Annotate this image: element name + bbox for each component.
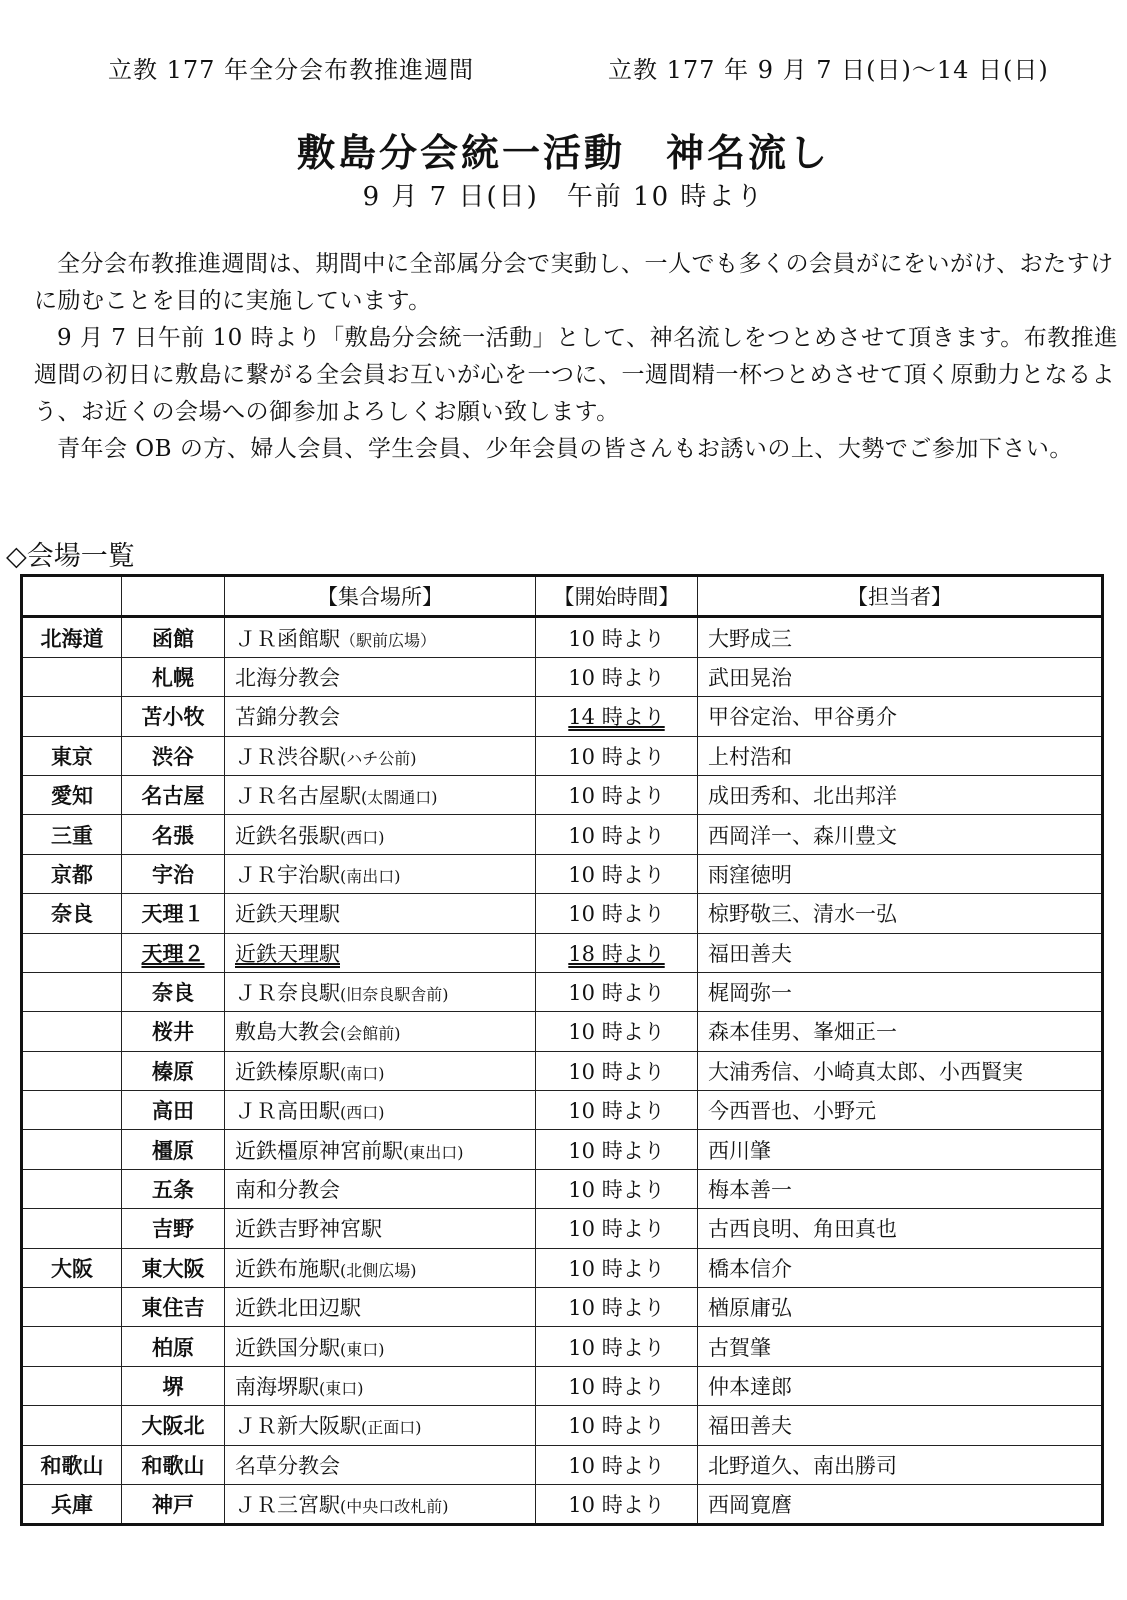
place-name: ＪＲ新大阪駅	[235, 1414, 361, 1439]
cell-staff: 西川肇	[698, 1130, 1103, 1169]
cell-start-time	[536, 1169, 698, 1208]
cell-staff: 雨窪徳明	[698, 854, 1103, 893]
cell-start-time	[536, 1091, 698, 1130]
start-time: 10 時より	[568, 1256, 665, 1281]
cell-prefecture: 兵庫	[22, 1484, 122, 1524]
cell-prefecture	[22, 1130, 122, 1169]
table-row	[22, 933, 1103, 972]
cell-prefecture: 大阪	[22, 1248, 122, 1287]
cell-staff: 西岡寛麿	[698, 1484, 1103, 1524]
branch-name: 東大阪	[141, 1256, 205, 1281]
place-name: ＪＲ高田駅	[235, 1099, 340, 1124]
header-meeting-place: 【集合場所】	[225, 576, 536, 617]
cell-meeting-place	[225, 1327, 536, 1366]
place-name: 名草分教会	[235, 1453, 340, 1478]
place-name: 近鉄橿原神宮前駅	[235, 1138, 403, 1163]
cell-meeting-place	[225, 617, 536, 657]
cell-branch	[122, 1366, 225, 1405]
cell-meeting-place	[225, 1012, 536, 1051]
cell-branch	[122, 657, 225, 696]
cell-start-time	[536, 815, 698, 854]
cell-start-time	[536, 1051, 698, 1090]
cell-meeting-place	[225, 854, 536, 893]
cell-branch	[122, 1130, 225, 1169]
cell-staff: 楢原庸弘	[698, 1288, 1103, 1327]
place-name: 苫錦分教会	[235, 705, 340, 730]
cell-branch	[122, 1445, 225, 1484]
cell-branch	[122, 1091, 225, 1130]
cell-meeting-place	[225, 1366, 536, 1405]
cell-prefecture	[22, 1406, 122, 1445]
table-row	[22, 1169, 1103, 1208]
place-note: (中央口改札前)	[340, 1497, 449, 1517]
cell-branch	[122, 736, 225, 775]
start-time: 10 時より	[568, 1217, 665, 1242]
table-row	[22, 1051, 1103, 1090]
place-note: (旧奈良駅舎前)	[340, 985, 449, 1005]
body-text	[34, 246, 1122, 468]
cell-start-time	[536, 1288, 698, 1327]
page-subtitle: 9 月 7 日(日) 午前 10 時より	[362, 182, 765, 212]
branch-name: 天理２	[141, 941, 205, 966]
start-time: 10 時より	[568, 862, 665, 887]
place-note: (西口)	[340, 827, 385, 847]
cell-staff: 古西良明、角田真也	[698, 1209, 1103, 1248]
cell-meeting-place	[225, 1445, 536, 1484]
table-row	[22, 815, 1103, 854]
branch-name: 神戸	[152, 1493, 194, 1518]
cell-prefecture	[22, 697, 122, 736]
start-time: 18 時より	[568, 941, 665, 966]
cell-prefecture	[22, 1012, 122, 1051]
cell-staff: 森本佳男、峯畑正一	[698, 1012, 1103, 1051]
cell-meeting-place	[225, 1209, 536, 1248]
place-name: ＪＲ宇治駅	[235, 862, 340, 887]
cell-prefecture	[22, 1366, 122, 1405]
cell-prefecture: 京都	[22, 854, 122, 893]
cell-prefecture	[22, 1051, 122, 1090]
cell-meeting-place	[225, 657, 536, 696]
start-time: 10 時より	[568, 1178, 665, 1203]
cell-prefecture: 東京	[22, 736, 122, 775]
place-name: 敷島大教会	[235, 1020, 340, 1045]
place-name: 北海分教会	[235, 665, 340, 690]
place-name: ＪＲ渋谷駅	[235, 744, 340, 769]
cell-start-time	[536, 775, 698, 814]
table-row	[22, 617, 1103, 657]
cell-branch	[122, 933, 225, 972]
start-time: 10 時より	[568, 626, 665, 651]
venue-list-heading: ◇会場一覧	[6, 541, 135, 572]
start-time: 14 時より	[568, 705, 665, 730]
table-row	[22, 1484, 1103, 1524]
table-row	[22, 1288, 1103, 1327]
branch-name: 大阪北	[141, 1414, 205, 1439]
cell-prefecture: 北海道	[22, 617, 122, 657]
cell-staff: 橋本信介	[698, 1248, 1103, 1287]
branch-name: 函館	[152, 626, 194, 651]
place-note: (東口)	[340, 1339, 385, 1359]
start-time: 10 時より	[568, 1335, 665, 1360]
table-row	[22, 854, 1103, 893]
cell-staff: 上村浩和	[698, 736, 1103, 775]
cell-branch	[122, 1327, 225, 1366]
cell-prefecture	[22, 657, 122, 696]
cell-prefecture: 奈良	[22, 894, 122, 933]
cell-branch	[122, 972, 225, 1011]
place-note: (ハチ公前)	[340, 748, 417, 768]
place-note: (太閤通口)	[361, 788, 438, 808]
cell-start-time	[536, 617, 698, 657]
cell-branch	[122, 1248, 225, 1287]
cell-start-time	[536, 1406, 698, 1445]
cell-meeting-place	[225, 815, 536, 854]
cell-prefecture	[22, 972, 122, 1011]
place-note: (南口)	[340, 1063, 385, 1083]
place-name: 近鉄天理駅	[235, 902, 340, 927]
place-name: 近鉄名張駅	[235, 823, 340, 848]
place-name: 南和分教会	[235, 1178, 340, 1203]
cell-meeting-place	[225, 1288, 536, 1327]
header-right: 立教 177 年 9 月 7 日(日)～14 日(日)	[608, 56, 1049, 84]
cell-branch	[122, 1484, 225, 1524]
cell-start-time	[536, 1012, 698, 1051]
branch-name: 和歌山	[141, 1453, 205, 1478]
branch-name: 天理１	[141, 902, 205, 927]
cell-start-time	[536, 1366, 698, 1405]
cell-staff: 西岡洋一、森川豊文	[698, 815, 1103, 854]
cell-branch	[122, 1051, 225, 1090]
cell-staff: 椋野敬三、清水一弘	[698, 894, 1103, 933]
cell-prefecture	[22, 1169, 122, 1208]
cell-staff: 北野道久、南出勝司	[698, 1445, 1103, 1484]
branch-name: 吉野	[152, 1217, 194, 1242]
table-row	[22, 894, 1103, 933]
table-row	[22, 1366, 1103, 1405]
cell-start-time	[536, 1327, 698, 1366]
cell-meeting-place	[225, 775, 536, 814]
cell-start-time	[536, 736, 698, 775]
place-note: （駅前広場）	[340, 630, 437, 650]
cell-start-time	[536, 854, 698, 893]
place-name: 近鉄布施駅	[235, 1256, 340, 1281]
table-header-row	[22, 576, 1103, 617]
place-note: (西口)	[340, 1103, 385, 1123]
start-time: 10 時より	[568, 1453, 665, 1478]
cell-staff: 成田秀和、北出邦洋	[698, 775, 1103, 814]
branch-name: 奈良	[152, 981, 194, 1006]
paragraph: 全分会布教推進週間は、期間中に全部属分会で実動し、一人でも多くの会員がにをいがけ、おたすけに励むことを目的に実施しています。	[34, 251, 1114, 314]
venue-table	[20, 574, 1104, 1526]
place-note: (東出口)	[403, 1142, 464, 1162]
table-row	[22, 1091, 1103, 1130]
place-name: ＪＲ名古屋駅	[235, 784, 361, 809]
branch-name: 名張	[152, 823, 194, 848]
cell-prefecture: 三重	[22, 815, 122, 854]
cell-branch	[122, 854, 225, 893]
cell-start-time	[536, 657, 698, 696]
cell-meeting-place	[225, 933, 536, 972]
cell-staff: 梅本善一	[698, 1169, 1103, 1208]
place-name: 近鉄国分駅	[235, 1335, 340, 1360]
table-row	[22, 697, 1103, 736]
cell-start-time	[536, 933, 698, 972]
place-name: 近鉄吉野神宮駅	[235, 1217, 382, 1242]
start-time: 10 時より	[568, 784, 665, 809]
cell-staff: 今西晋也、小野元	[698, 1091, 1103, 1130]
cell-staff: 大浦秀信、小崎真太郎、小西賢実	[698, 1051, 1103, 1090]
header-start-time: 【開始時間】	[536, 576, 698, 617]
start-time: 10 時より	[568, 1414, 665, 1439]
branch-name: 柏原	[152, 1335, 194, 1360]
cell-staff: 梶岡弥一	[698, 972, 1103, 1011]
page-title: 敷島分会統一活動 神名流し	[296, 130, 830, 175]
cell-start-time	[536, 1484, 698, 1524]
cell-branch	[122, 1209, 225, 1248]
table-row	[22, 1327, 1103, 1366]
start-time: 10 時より	[568, 1059, 665, 1084]
header-prefecture	[22, 576, 122, 617]
place-name: ＪＲ三宮駅	[235, 1493, 340, 1518]
cell-prefecture: 愛知	[22, 775, 122, 814]
table-row	[22, 1130, 1103, 1169]
branch-name: 高田	[152, 1099, 194, 1124]
cell-start-time	[536, 894, 698, 933]
start-time: 10 時より	[568, 981, 665, 1006]
cell-branch	[122, 1406, 225, 1445]
start-time: 10 時より	[568, 1099, 665, 1124]
cell-prefecture	[22, 1209, 122, 1248]
cell-staff: 福田善夫	[698, 1406, 1103, 1445]
venue-rows	[22, 617, 1103, 1525]
start-time: 10 時より	[568, 1493, 665, 1518]
cell-meeting-place	[225, 1406, 536, 1445]
start-time: 10 時より	[568, 1020, 665, 1045]
cell-staff: 古賀肇	[698, 1327, 1103, 1366]
place-name: 南海堺駅	[235, 1375, 319, 1399]
cell-prefecture	[22, 1091, 122, 1130]
table-row	[22, 657, 1103, 696]
cell-branch	[122, 894, 225, 933]
cell-prefecture	[22, 1288, 122, 1327]
cell-branch	[122, 815, 225, 854]
place-note: (北側広場)	[340, 1260, 417, 1280]
paragraph: 9 月 7 日午前 10 時より「敷島分会統一活動」として、神名流しをつとめさせて頂きます。布教推進週間の初日に敷島に繋がる全会員お互いが心を一つに、一週間精一杯つとめさせて頂く原動力となるよう、お近くの会場への御参加よろしくお願い致します。	[34, 325, 1118, 425]
place-name: 近鉄北田辺駅	[235, 1296, 361, 1321]
cell-meeting-place	[225, 1248, 536, 1287]
start-time: 10 時より	[568, 665, 665, 690]
branch-name: 五条	[152, 1178, 194, 1203]
cell-meeting-place	[225, 1051, 536, 1090]
start-time: 10 時より	[568, 744, 665, 769]
table-row	[22, 775, 1103, 814]
place-name: 近鉄榛原駅	[235, 1059, 340, 1084]
table-row	[22, 1406, 1103, 1445]
cell-branch	[122, 1012, 225, 1051]
start-time: 10 時より	[568, 1375, 665, 1399]
place-note: (南出口)	[340, 866, 401, 886]
cell-staff: 甲谷定治、甲谷勇介	[698, 697, 1103, 736]
branch-name: 苫小牧	[141, 705, 205, 730]
cell-start-time	[536, 1248, 698, 1287]
cell-start-time	[536, 1445, 698, 1484]
cell-meeting-place	[225, 1169, 536, 1208]
branch-name: 橿原	[152, 1138, 194, 1163]
branch-name: 渋谷	[152, 744, 194, 769]
cell-prefecture	[22, 933, 122, 972]
header-branch	[122, 576, 225, 617]
cell-staff: 仲本達郎	[698, 1366, 1103, 1405]
table-row	[22, 736, 1103, 775]
cell-branch	[122, 775, 225, 814]
cell-branch	[122, 697, 225, 736]
branch-name: 堺	[162, 1375, 184, 1399]
cell-start-time	[536, 1130, 698, 1169]
cell-start-time	[536, 1209, 698, 1248]
place-name: ＪＲ函館駅	[235, 626, 340, 651]
cell-prefecture: 和歌山	[22, 1445, 122, 1484]
cell-meeting-place	[225, 1484, 536, 1524]
cell-branch	[122, 1169, 225, 1208]
cell-staff: 大野成三	[698, 617, 1103, 657]
cell-branch	[122, 1288, 225, 1327]
table-row	[22, 1209, 1103, 1248]
start-time: 10 時より	[568, 823, 665, 848]
place-note: (東口)	[319, 1379, 364, 1398]
table-row	[22, 1248, 1103, 1287]
cell-meeting-place	[225, 894, 536, 933]
cell-start-time	[536, 972, 698, 1011]
table-row	[22, 972, 1103, 1011]
header-staff: 【担当者】	[698, 576, 1103, 617]
cell-meeting-place	[225, 972, 536, 1011]
start-time: 10 時より	[568, 1296, 665, 1321]
cell-start-time	[536, 697, 698, 736]
branch-name: 宇治	[152, 862, 194, 887]
place-note: (正面口)	[361, 1418, 422, 1438]
start-time: 10 時より	[568, 1138, 665, 1163]
cell-staff: 福田善夫	[698, 933, 1103, 972]
header-left: 立教 177 年全分会布教推進週間	[108, 56, 475, 84]
cell-meeting-place	[225, 1091, 536, 1130]
cell-meeting-place	[225, 697, 536, 736]
table-row	[22, 1445, 1103, 1484]
cell-meeting-place	[225, 1130, 536, 1169]
paragraph: 青年会 OB の方、婦人会員、学生会員、少年会員の皆さんもお誘いの上、大勢でご参加下さい。	[57, 436, 1073, 462]
start-time: 10 時より	[568, 902, 665, 927]
cell-staff: 武田晃治	[698, 657, 1103, 696]
place-name: ＪＲ奈良駅	[235, 981, 340, 1006]
cell-branch	[122, 617, 225, 657]
branch-name: 札幌	[152, 665, 194, 690]
place-note: (会館前)	[340, 1024, 401, 1044]
branch-name: 東住吉	[141, 1296, 205, 1321]
cell-meeting-place	[225, 736, 536, 775]
cell-prefecture	[22, 1327, 122, 1366]
table-row	[22, 1012, 1103, 1051]
branch-name: 名古屋	[141, 784, 205, 809]
place-name: 近鉄天理駅	[235, 941, 340, 966]
branch-name: 桜井	[152, 1020, 194, 1045]
branch-name: 榛原	[152, 1059, 194, 1084]
